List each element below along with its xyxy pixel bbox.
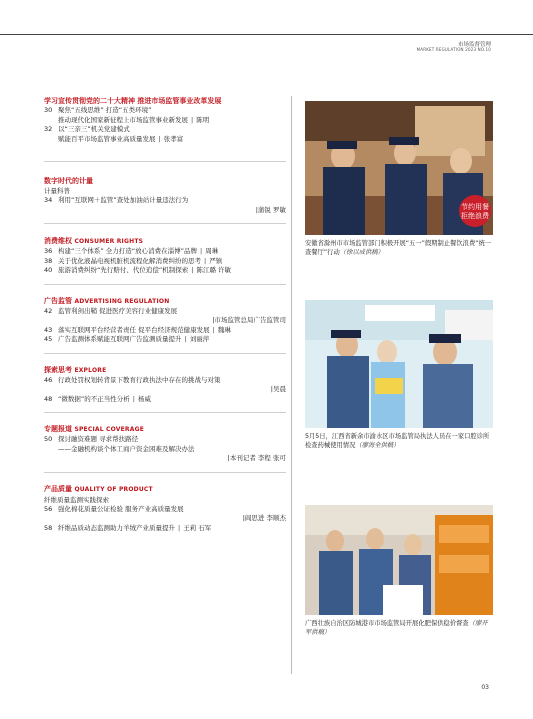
toc-author: |本刊记者 李程 张可 — [227, 454, 286, 462]
toc-item[interactable]: 48 “微数据”的不正当性分析 | 杨威 — [44, 394, 151, 403]
toc-item-subtitle: ——金融机构谈个体工商户资金困难及解决办法 — [58, 444, 195, 453]
photo-fertilizer-inspection — [305, 505, 493, 615]
magazine-issue: MARKET REGULATION 2023 NO.10 — [416, 47, 491, 52]
toc-author: |吴晨 — [270, 385, 286, 393]
magazine-name: 市场监督管理 — [457, 42, 491, 48]
divider — [44, 472, 286, 473]
sign-text: 拒绝浪费 — [461, 212, 489, 220]
section-consumer-rights — [44, 236, 286, 276]
section-special-coverage — [44, 424, 286, 464]
photo-block-3 — [305, 505, 493, 637]
photo-caption: 广西壮族自治区防城港市市场监管局开展化肥保供稳价督查（廖开军供稿） — [305, 620, 488, 636]
toc-item[interactable]: 32 以“三亲三”机关党建模式 — [44, 125, 130, 133]
toc-item-subtitle: 赋能百平市场监管事业高质量发展 | 张孝富 — [58, 134, 184, 143]
toc-item[interactable]: 43 落实互联网平台经营者责任 促平台经济规范健康发展 | 魏琳 — [44, 325, 231, 334]
section-party-building — [44, 96, 286, 144]
toc-item[interactable]: 46 行政处罚权划转背景下教育行政执法中存在的挑战与对策 — [44, 375, 221, 384]
section-product-quality — [44, 484, 286, 534]
divider — [44, 412, 286, 413]
divider — [44, 353, 286, 354]
toc-author: |市场监管总局广告监管司 — [212, 316, 286, 324]
toc-item[interactable]: 56 强化棉花质量公证检验 服务产业高质量发展 — [44, 504, 184, 513]
section-title: 消费维权 CONSUMER RIGHTS — [44, 237, 144, 245]
section-title: 专题报道 SPECIAL COVERAGE — [44, 425, 145, 433]
page-number: 03 — [481, 684, 489, 691]
photo-dental-inspection — [305, 300, 493, 428]
divider — [44, 284, 286, 285]
toc-item-subtitle: 推动现代化国家新征程上市场监管事业新发展 | 陈明 — [58, 115, 210, 124]
table-of-contents — [44, 96, 286, 533]
section-metrology — [44, 176, 286, 215]
toc-item[interactable]: 30 聚焦“五线思维” 打造“五类环境” — [44, 106, 152, 114]
section-title: 数字时代的计量 — [44, 177, 93, 185]
toc-item[interactable]: 58 纤维品质动态监测助力羊绒产业质量提升 | 王莉 石军 — [44, 523, 212, 532]
toc-item[interactable]: 42 监管利剑出鞘 促进医疗美容行业健康发展 — [44, 306, 178, 315]
toc-author: |阎思进 李顺杰 — [242, 514, 286, 522]
column-divider — [291, 96, 292, 674]
section-subhead: 计量科普 — [44, 187, 70, 195]
header-rule — [0, 34, 533, 35]
toc-item[interactable]: 34 利用“互联网＋监管”查处加油站计量违法行为 — [44, 196, 189, 204]
divider — [44, 223, 286, 224]
toc-item[interactable]: 40 旅游消费纠纷“先行赔付、代位追偿”机制探索 | 陈江璐 许敏 — [44, 266, 232, 274]
section-subhead: 纤维质量监测实践探索 — [44, 495, 109, 504]
divider — [44, 161, 286, 162]
photo-block-1 — [305, 101, 493, 257]
section-advertising — [44, 296, 286, 345]
section-explore — [44, 365, 286, 405]
toc-item[interactable]: 45 广告监测体系赋能互联网广告监测质量提升 | 刘丽萍 — [44, 335, 210, 343]
section-title: 产品质量 QUALITY OF PRODUCT — [44, 484, 153, 493]
toc-item[interactable]: 50 探讨融资难题 寻求帮扶路径 — [44, 435, 139, 443]
toc-item[interactable]: 36 构建“三个体系” 全力打造“放心消费在淄博”品牌 | 周琳 — [44, 247, 219, 255]
toc-author: |蒲锐 罗敏 — [255, 205, 286, 214]
photo-restaurant-inspection — [305, 101, 493, 235]
photo-block-2 — [305, 300, 493, 450]
photo-caption: 5月5日，江西省新余市渝水区市场监管局执法人员在一家口腔诊所检查药械使用情况（廖海全供稿） — [305, 433, 490, 449]
section-title: 学习宣传贯彻党的二十大精神 推进市场监管事业改革发展 — [44, 97, 222, 105]
sign-text: 节约用餐 — [461, 203, 489, 211]
section-title: 广告监管 ADVERTISING REGULATION — [44, 296, 170, 305]
toc-item[interactable]: 38 关于优化液晶电视机脏机流程化解消费纠纷的思考 | 严镇 — [44, 256, 223, 265]
section-title: 探索思考 EXPLORE — [44, 365, 107, 374]
photo-caption: 安徽省滁州市市场监管部门积极开展“五一”假期制止餐饮浪费“统一查餐厅”行动（徐以成供稿） — [305, 240, 492, 256]
